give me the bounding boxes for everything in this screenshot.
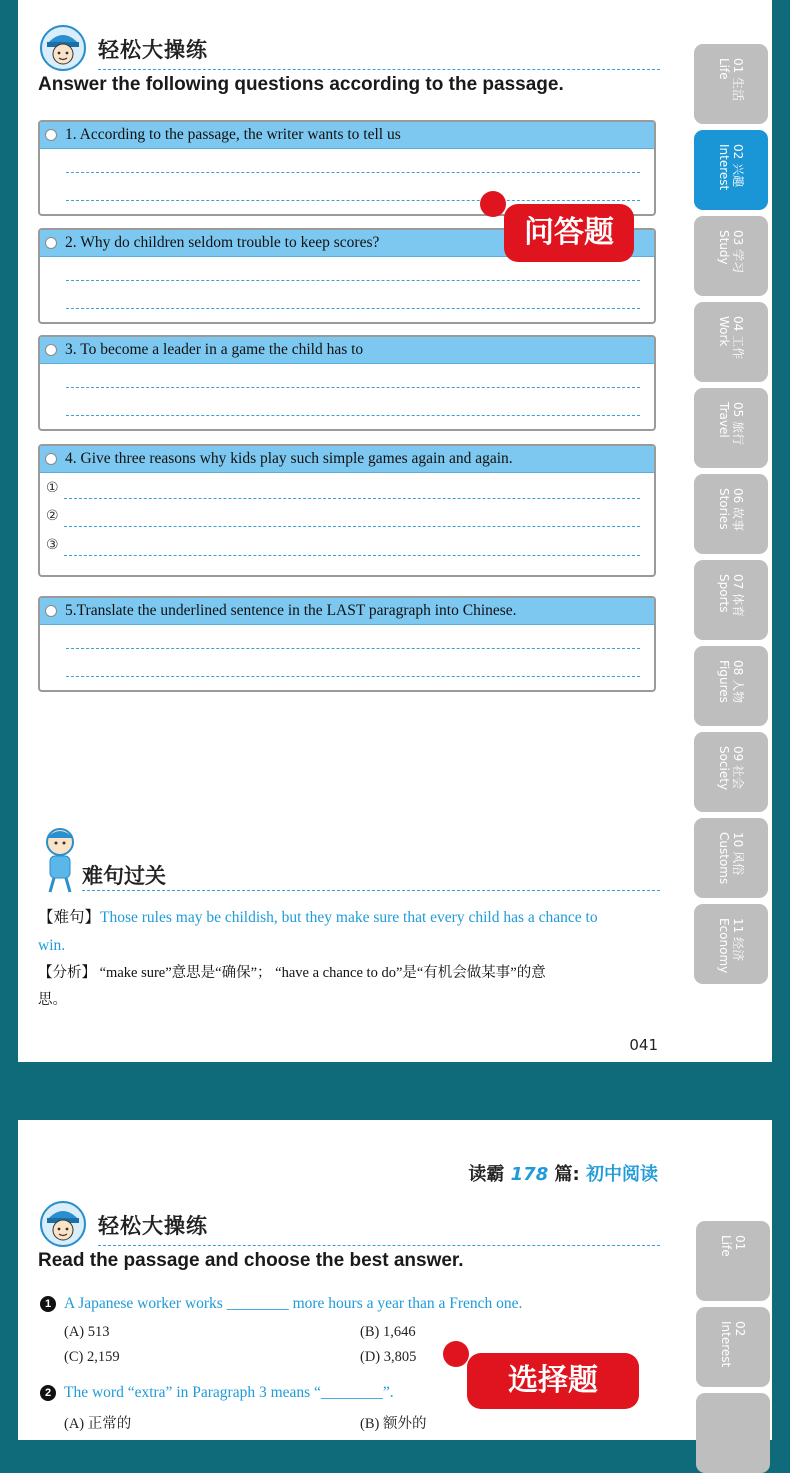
tab-economy[interactable]: [694, 904, 768, 984]
stamp-question-type: 选择题: [467, 1353, 639, 1409]
section-title: 轻松大操练: [98, 1214, 208, 1238]
tab-en: Society: [717, 746, 731, 791]
workbook-page-1: [18, 0, 772, 1062]
hard-sentence-text: Those rules may be childish, but they make sure that every child has a chance to: [100, 909, 598, 926]
tab-en: Customs: [717, 832, 731, 885]
question-box-3: [38, 335, 656, 431]
section-divider: [98, 69, 660, 70]
mascot-icon: [38, 22, 88, 72]
tab-en: Study: [717, 230, 731, 265]
tab-cn: 生活: [731, 77, 745, 102]
tab-cn: 人物: [731, 679, 745, 704]
question-text: 4. Give three reasons why kids play such simple games again and again.: [65, 450, 513, 467]
answer-line[interactable]: [64, 526, 640, 527]
tab-cn: 经济: [731, 937, 745, 962]
bullet-icon: [45, 344, 57, 356]
tab-num: 06 故事: [731, 488, 745, 532]
hard-sentence-title: 难句过关: [82, 864, 166, 888]
page-number: 041: [629, 1036, 658, 1054]
tab-life[interactable]: [694, 44, 768, 124]
tab-en: Economy: [717, 918, 731, 974]
question-text: 5.Translate the underlined sentence in the LAST paragraph into Chinese.: [65, 602, 517, 619]
tab-en: Travel: [717, 402, 731, 438]
option[interactable]: (A) 正常的: [64, 1416, 132, 1432]
tab-num: 10 风俗: [731, 832, 745, 876]
tab-study[interactable]: [694, 216, 768, 296]
answer-line[interactable]: [66, 280, 640, 281]
answer-line[interactable]: [66, 648, 640, 649]
answer-line[interactable]: [66, 308, 640, 309]
tab-travel[interactable]: [694, 388, 768, 468]
instruction: Read the passage and choose the best answer.: [38, 1250, 464, 1271]
tab-work[interactable]: [694, 302, 768, 382]
tab-cn: 社会: [731, 765, 745, 790]
running-head: [468, 1160, 658, 1186]
choice-question-2: [40, 1384, 394, 1402]
stamp-dot: [480, 191, 506, 217]
bullet-icon: [45, 237, 57, 249]
tab-cn: 兴趣: [731, 163, 745, 188]
choice-question-1: [40, 1295, 522, 1313]
tab-num: 02: [733, 1321, 747, 1337]
question-number: 1: [40, 1296, 56, 1312]
question-text: 1. According to the passage, the writer wants to tell us: [65, 126, 401, 143]
tab-cn: 故事: [731, 507, 745, 532]
tab-en: Work: [717, 316, 731, 347]
answer-line[interactable]: [64, 555, 640, 556]
tab-en: Interest: [719, 1321, 733, 1368]
item-number: ①: [46, 480, 59, 496]
tab-num: 03 学习: [731, 230, 745, 274]
tab-cn: 工作: [731, 335, 745, 360]
answer-line[interactable]: [64, 498, 640, 499]
option[interactable]: (B) 1,646: [360, 1324, 416, 1340]
section-title: 轻松大操练: [98, 38, 208, 62]
option[interactable]: (C) 2,159: [64, 1349, 120, 1365]
tab-interest[interactable]: [696, 1307, 770, 1387]
analysis-text: 【分析】 “make sure”意思是“确保”； “have a chance to do”是“有机会做某事”的意: [38, 965, 546, 981]
tab-num: 04 工作: [731, 316, 745, 360]
mascot-figure-icon: [36, 826, 82, 896]
section-divider: [98, 1245, 660, 1246]
answer-line[interactable]: [66, 676, 640, 677]
tab-cn: 旅行: [731, 421, 745, 446]
question-text: 2. Why do children seldom trouble to keep scores?: [65, 234, 380, 251]
tab-customs[interactable]: [694, 818, 768, 898]
tab-num: 05 旅行: [731, 402, 745, 446]
running-head-prefix: 读霸: [468, 1164, 505, 1185]
hard-sentence: [38, 904, 658, 960]
tab-stories[interactable]: [694, 474, 768, 554]
tab-en: Life: [717, 58, 731, 80]
tab-num: 02 兴趣: [731, 144, 745, 188]
tab-en: Sports: [717, 574, 731, 613]
tab-society[interactable]: [694, 732, 768, 812]
tab-cn: 风俗: [731, 851, 745, 876]
hard-sentence-text: win.: [38, 937, 66, 954]
tab-en: Stories: [717, 488, 731, 530]
answer-line[interactable]: [66, 415, 640, 416]
analysis-text: 思。: [38, 992, 67, 1008]
tab-num: 09 社会: [731, 746, 745, 790]
tab-num: 01: [733, 1235, 747, 1251]
item-number: ②: [46, 508, 59, 524]
tab-num: 07 体育: [731, 574, 745, 618]
bullet-icon: [45, 453, 57, 465]
question-text: A Japanese worker works ________ more hours a year than a French one.: [64, 1295, 523, 1312]
tab-life[interactable]: [696, 1221, 770, 1301]
tab-en: Life: [719, 1235, 733, 1257]
question-number: 2: [40, 1385, 56, 1401]
tab-figures[interactable]: [694, 646, 768, 726]
answer-line[interactable]: [66, 200, 640, 201]
section-divider: [82, 890, 660, 891]
answer-line[interactable]: [66, 172, 640, 173]
tab-cn: 体育: [731, 593, 745, 618]
question-text: 3. To become a leader in a game the child has to: [65, 341, 364, 358]
answer-line[interactable]: [66, 387, 640, 388]
tab-num: 11 经济: [731, 918, 745, 962]
hard-label: 【难句】: [38, 909, 101, 926]
item-number: ③: [46, 537, 59, 553]
mascot-icon: [38, 1198, 88, 1248]
tab-en: Interest: [717, 144, 731, 191]
question-box-4: [38, 444, 656, 577]
stamp-dot: [443, 1341, 469, 1367]
analysis: [38, 960, 658, 1014]
instruction: Answer the following questions according to the passage.: [38, 74, 564, 95]
tab-en: Figures: [717, 660, 731, 703]
tab-cn: 学习: [731, 249, 745, 274]
section-header: [38, 22, 660, 72]
question-box-5: [38, 596, 656, 692]
tab-interest[interactable]: [694, 130, 768, 210]
section-header: [38, 1198, 660, 1248]
running-head-mid: 篇:: [554, 1164, 580, 1185]
tab-study[interactable]: [696, 1393, 770, 1473]
running-head-title: 初中阅读: [586, 1164, 658, 1185]
bullet-icon: [45, 605, 57, 617]
question-text: The word “extra” in Paragraph 3 means “________”.: [64, 1384, 394, 1401]
tab-num: 01 生活: [731, 58, 745, 102]
running-head-number: 178: [510, 1164, 549, 1185]
tab-num: 08 人物: [731, 660, 745, 704]
option[interactable]: (B) 额外的: [360, 1416, 427, 1432]
option[interactable]: (A) 513: [64, 1324, 110, 1340]
workbook-page-2: [18, 1120, 772, 1440]
option[interactable]: (D) 3,805: [360, 1349, 417, 1365]
bullet-icon: [45, 129, 57, 141]
stamp-question-type: 问答题: [504, 204, 634, 262]
tab-sports[interactable]: [694, 560, 768, 640]
question-box-1: [38, 120, 656, 216]
